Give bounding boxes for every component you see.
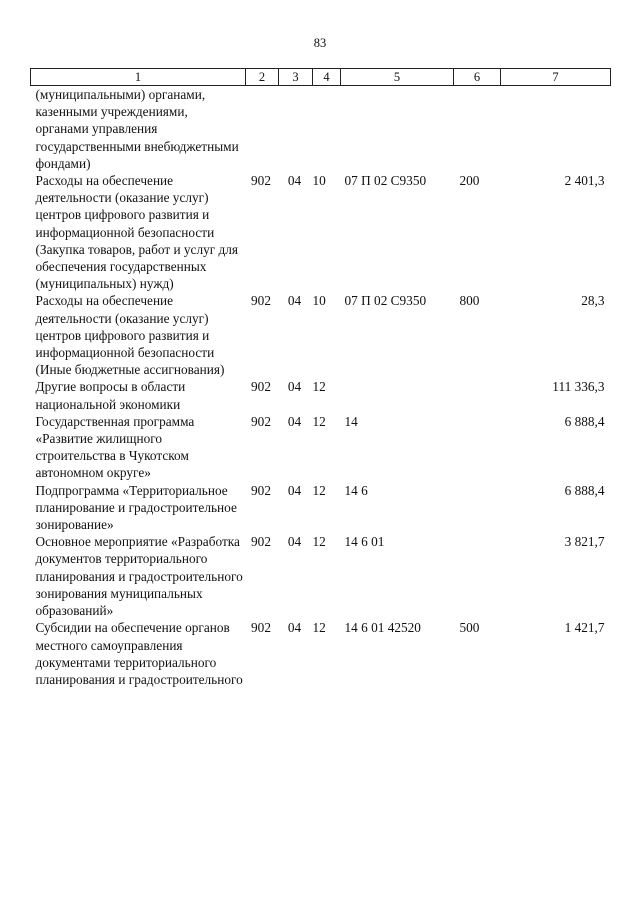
row-expense-type <box>454 533 501 619</box>
row-amount: 28,3 <box>581 293 605 309</box>
row-grbs <box>246 86 279 173</box>
header-col-5: 5 <box>341 69 454 86</box>
row-section: 04 <box>287 482 302 498</box>
row-amount: 3 821,7 <box>564 534 605 550</box>
row-subsection: 12 <box>312 534 326 550</box>
row-section: 04 <box>287 413 302 429</box>
row-expense-type: 800 <box>459 293 480 309</box>
row-grbs: 902 <box>251 293 271 309</box>
header-col-1: 1 <box>31 69 246 86</box>
table-row <box>31 86 611 173</box>
row-expense-type <box>454 86 501 173</box>
row-target-code: 07 П 02 С9350 <box>344 173 427 189</box>
header-col-2: 2 <box>246 69 279 86</box>
row-subsection: 12 <box>312 620 326 636</box>
row-subsection: 10 <box>312 293 326 309</box>
row-section: 04 <box>287 379 302 395</box>
row-subsection: 12 <box>312 413 326 429</box>
row-target-code <box>341 86 454 173</box>
row-expense-type: 200 <box>459 173 480 189</box>
table-body <box>31 86 611 689</box>
row-amount: 111 336,3 <box>552 379 605 395</box>
row-amount: 1 421,7 <box>564 620 605 636</box>
row-expense-type: 500 <box>459 620 480 636</box>
row-section: 04 <box>287 620 302 636</box>
row-subsection: 12 <box>312 482 326 498</box>
table-row <box>31 482 611 534</box>
row-section: 04 <box>287 534 302 550</box>
header-col-7: 7 <box>501 69 611 86</box>
row-target-code <box>341 378 454 412</box>
header-col-6: 6 <box>454 69 501 86</box>
row-subsection: 10 <box>312 173 326 189</box>
row-amount <box>501 86 611 173</box>
row-grbs: 902 <box>251 379 271 395</box>
budget-table <box>30 68 611 688</box>
row-grbs: 902 <box>251 173 271 189</box>
row-section: 04 <box>287 173 302 189</box>
row-target-code: 14 <box>344 413 358 429</box>
row-section: 04 <box>287 293 302 309</box>
row-subsection <box>313 86 341 173</box>
row-name: Другие вопросы в области национальной экономики <box>35 379 186 412</box>
page-number: 83 <box>313 36 327 50</box>
row-grbs: 902 <box>251 534 271 550</box>
row-name: Государственная программа «Развитие жилищного строительства в Чукотском автономном округе» <box>35 413 195 481</box>
row-target-code: 14 6 01 <box>344 534 385 550</box>
row-expense-type <box>454 378 501 412</box>
row-name: Расходы на обеспечение деятельности (оказание услуг) центров цифрового развития и информационной безопасности (Иные бюджетные ассигнования) <box>35 293 225 378</box>
header-row <box>31 69 611 86</box>
row-target-code: 14 6 <box>344 482 368 498</box>
table-header <box>31 69 611 86</box>
row-amount: 2 401,3 <box>564 173 605 189</box>
row-expense-type <box>454 413 501 482</box>
row-name: Подпрограмма «Территориальное планирование и градостроительное зонирование» <box>35 482 237 533</box>
row-grbs: 902 <box>251 413 271 429</box>
table-row <box>31 378 611 412</box>
row-grbs: 902 <box>251 620 271 636</box>
row-name: Основное мероприятие «Разработка документов территориального планирования и градостроительного зонирования муниципальных образований» <box>35 534 243 619</box>
row-target-code: 07 П 02 С9350 <box>344 293 427 309</box>
table-row <box>31 413 611 482</box>
table-row <box>31 619 611 688</box>
row-section <box>279 86 313 173</box>
table-row <box>31 292 611 378</box>
row-grbs: 902 <box>251 482 271 498</box>
row-subsection: 12 <box>312 379 326 395</box>
row-expense-type <box>454 482 501 534</box>
row-name: (муниципальными) органами, казенными учреждениями, органами управления государственными внебюджетными фондами) <box>35 87 239 171</box>
table-row <box>31 533 611 619</box>
row-amount: 6 888,4 <box>564 413 605 429</box>
header-col-3: 3 <box>279 69 313 86</box>
header-col-4: 4 <box>313 69 341 86</box>
row-target-code: 14 6 01 42520 <box>344 620 421 636</box>
table-row <box>31 172 611 292</box>
row-name: Субсидии на обеспечение органов местного самоуправления документами территориального планирования и градостроительного <box>35 620 243 687</box>
row-amount: 6 888,4 <box>564 482 605 498</box>
row-name: Расходы на обеспечение деятельности (оказание услуг) центров цифрового развития и информационной безопасности (Закупка товаров, работ и услуг для обеспечения государственных (муниципальных) нужд) <box>35 173 239 292</box>
